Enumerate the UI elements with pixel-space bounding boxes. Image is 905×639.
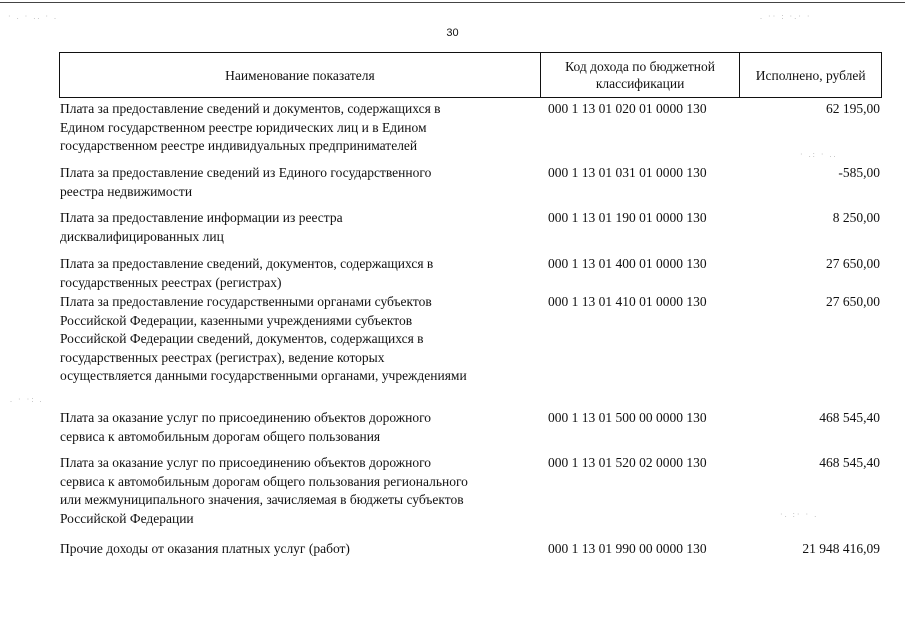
row-amount: 62 195,00 bbox=[826, 101, 880, 116]
row-amount: 468 545,40 bbox=[819, 410, 880, 425]
page-number: 30 bbox=[446, 27, 459, 39]
row-name: Плата за предоставление сведений, документов, содержащихся в государственных реестрах (регистрах) bbox=[60, 256, 434, 290]
row-amount: 27 650,00 bbox=[826, 256, 880, 271]
row-amount: 8 250,00 bbox=[832, 210, 880, 225]
row-code: 000 1 13 01 020 01 0000 130 bbox=[548, 101, 707, 116]
scan-speckle: . · ·: . bbox=[10, 395, 44, 404]
row-code: 000 1 13 01 990 00 0000 130 bbox=[548, 541, 707, 556]
row-code: 000 1 13 01 520 02 0000 130 bbox=[548, 455, 707, 470]
header-code: Код дохода по бюджетной классификации bbox=[541, 53, 741, 97]
row-amount: 468 545,40 bbox=[819, 455, 880, 470]
header-amount: Исполнено, рублей bbox=[755, 67, 866, 83]
table-header bbox=[59, 52, 882, 98]
row-amount: 21 948 416,09 bbox=[802, 541, 880, 556]
row-code: 000 1 13 01 500 00 0000 130 bbox=[548, 410, 707, 425]
row-name: Плата за предоставление сведений и документов, содержащихся в Едином государственном реестре юридических лиц и в Едином государственном реестре индивидуальных предпринимателей bbox=[60, 101, 441, 153]
scan-speckle: · .: · .. bbox=[800, 150, 838, 159]
row-code: 000 1 13 01 410 01 0000 130 bbox=[548, 294, 707, 309]
row-code: 000 1 13 01 031 01 0000 130 bbox=[548, 165, 707, 180]
scan-speckle: . ·· : ·.· · bbox=[760, 12, 812, 21]
row-name: Плата за оказание услуг по присоединению объектов дорожного сервиса к автомобильным дорогам общего пользования регионального или межмуниципального значения, зачисляемая в бюджеты субъектов Российской Федерации bbox=[60, 455, 468, 526]
row-code: 000 1 13 01 400 01 0000 130 bbox=[548, 256, 707, 271]
row-amount: -585,00 bbox=[838, 165, 880, 180]
row-amount: 27 650,00 bbox=[826, 294, 880, 309]
row-name: Плата за предоставление сведений из Единого государственного реестра недвижимости bbox=[60, 165, 432, 199]
row-name: Плата за оказание услуг по присоединению объектов дорожного сервиса к автомобильным дорогам общего пользования bbox=[60, 410, 432, 444]
header-name: Наименование показателя bbox=[60, 53, 541, 97]
row-name: Плата за предоставление государственными органами субъектов Российской Федерации, казенными учреждениями субъектов Российской Федерации сведений, документов, содержащихся в государственных реестрах (регистрах), ведение которых осуществляется данными государственными органами, учреждениями bbox=[60, 294, 467, 383]
top-rule bbox=[0, 2, 905, 3]
row-code: 000 1 13 01 190 01 0000 130 bbox=[548, 210, 707, 225]
scan-speckle: ·. :· · . bbox=[780, 510, 819, 519]
row-name: Плата за предоставление информации из реестра дисквалифицированных лиц bbox=[60, 210, 343, 244]
scan-speckle: · . · .. · . bbox=[8, 12, 58, 21]
row-name: Прочие доходы от оказания платных услуг (работ) bbox=[60, 541, 350, 556]
